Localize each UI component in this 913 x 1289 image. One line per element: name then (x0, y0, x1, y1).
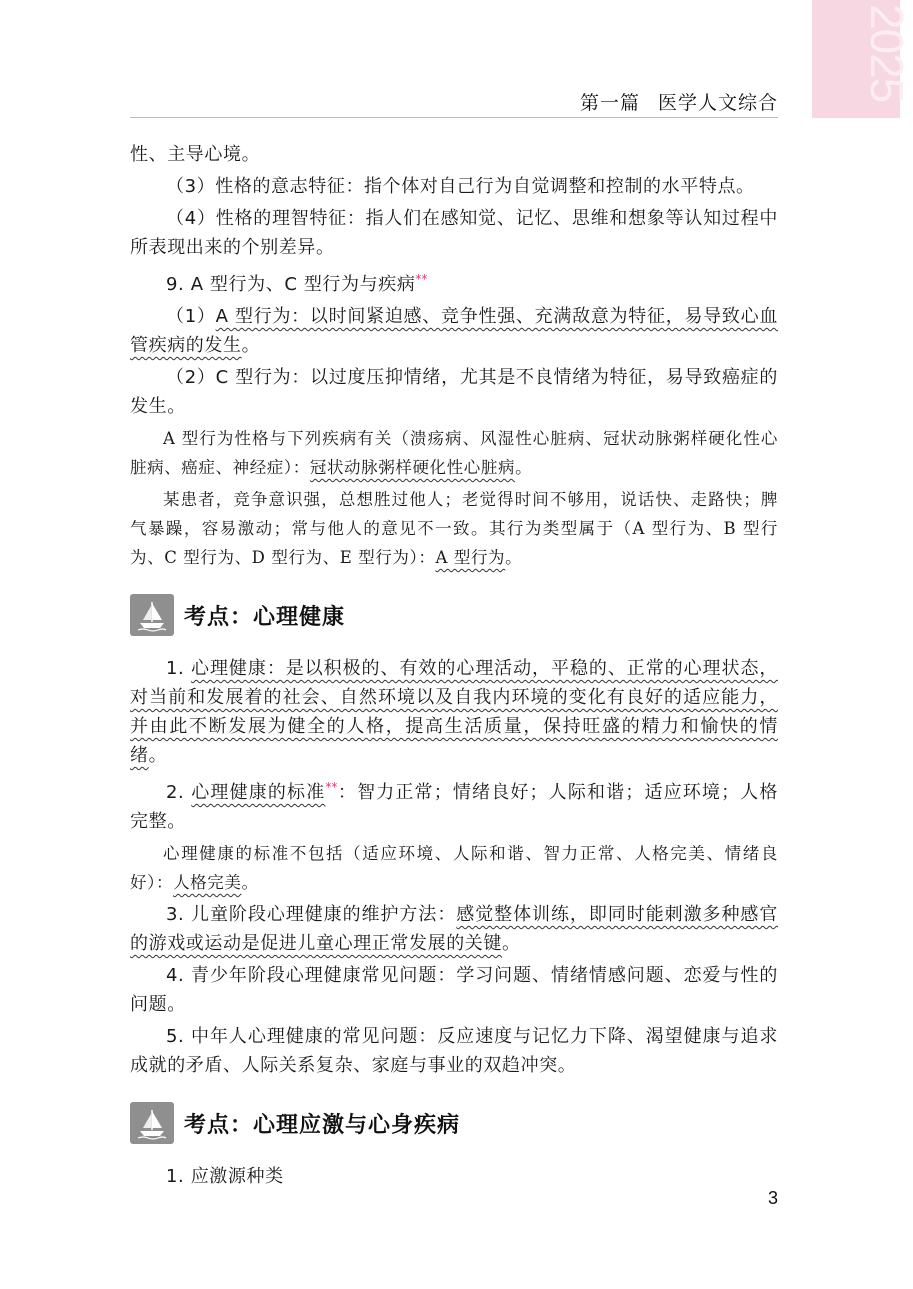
item-number: 1. (166, 658, 192, 679)
key-point-underlined: 感觉整体训练，即同时能刺激多种感官的游戏或运动是促进儿童心理正常发展的关键 (130, 904, 778, 954)
example-question (130, 485, 778, 572)
paragraph: （2）C 型行为：以过度压抑情绪，尤其是不良情绪为特征，易导致癌症的发生。 (130, 367, 778, 417)
punctuation: 。 (241, 335, 261, 356)
question-text: A 型行为性格与下列疾病有关（溃疡病、风湿性心脏病、冠状动脉粥样硬化性心脏病、癌症、神经症）： (130, 429, 778, 477)
page-number: 3 (767, 1188, 778, 1208)
edition-year: 2025 (861, 4, 913, 103)
key-point-underlined: 心理健康的标准 (191, 782, 326, 803)
sailboat-icon (130, 1102, 174, 1144)
paragraph: 性、主导心境。 (130, 144, 261, 165)
running-head (580, 88, 778, 115)
section-heading (130, 1102, 778, 1144)
importance-stars: ** (325, 780, 338, 794)
punctuation: 。 (148, 745, 168, 766)
paragraph (130, 900, 778, 958)
key-point-underlined: 心理健康：是以积极的、有效的心理活动，平稳的、正常的心理状态，对当前和发展着的社会、自然环境以及自我内环境的变化有良好的适应能力，并由此不断发展为健全的人格，提高生活质量，保持旺盛的精力和愉快的情绪 (130, 658, 778, 766)
punctuation: 。 (505, 548, 523, 567)
question-text: 心理健康的标准不包括（适应环境、人际和谐、智力正常、人格完美、情绪良好）： (130, 844, 778, 892)
punctuation: 。 (241, 873, 259, 892)
punctuation: 。 (515, 458, 533, 477)
part-label: 第一篇 (579, 92, 640, 114)
answer-underlined: A 型行为 (435, 548, 506, 567)
punctuation: 。 (502, 933, 521, 954)
paragraph: （4）性格的理智特征：指人们在感知觉、记忆、思维和想象等认知过程中所表现出来的个别差异。 (130, 208, 778, 258)
paragraph: 1. 应激源种类 (166, 1166, 284, 1187)
item-number: 2. (166, 782, 192, 803)
question-text: 某患者，竞争意识强，总想胜过他人；老觉得时间不够用，说话快、走路快；脾气暴躁，容易激动；常与他人的意见不一致。其行为类型属于（A 型行为、B 型行为、C 型行为、D 型行为、E 型行为）： (130, 490, 778, 567)
answer-underlined: 冠状动脉粥样硬化性心脏病 (309, 458, 516, 477)
sailboat-icon (130, 594, 174, 636)
section-heading (130, 594, 778, 636)
topic-text: 9. A 型行为、C 型行为与疾病 (166, 274, 416, 295)
importance-stars: ** (415, 272, 428, 286)
header-divider (130, 117, 778, 118)
item-prefix: （1） (166, 306, 216, 327)
section-title: 考点：心理健康 (184, 604, 346, 630)
paragraph: 5. 中年人心理健康的常见问题：反应速度与记忆力下降、渴望健康与追求成就的矛盾、人际关系复杂、家庭与事业的双趋冲突。 (130, 1026, 778, 1076)
page-body (130, 140, 778, 1194)
paragraph-lead: 3. 儿童阶段心理健康的维护方法： (166, 904, 457, 925)
paragraph (130, 302, 778, 360)
paragraph: 4. 青少年阶段心理健康常见问题：学习问题、情绪情感问题、恋爱与性的问题。 (130, 965, 778, 1015)
example-question (130, 424, 778, 482)
paragraph-rest: ：智力正常；情绪良好；人际和谐；适应环境；人格完整。 (130, 782, 778, 832)
topic-heading (130, 265, 778, 299)
example-question (130, 839, 778, 897)
paragraph (130, 654, 778, 770)
subject-label: 医学人文综合 (657, 92, 778, 114)
answer-underlined: 人格完美 (173, 873, 242, 892)
section-title: 考点：心理应激与心身疾病 (184, 1112, 461, 1138)
edge-tab (812, 0, 913, 118)
key-point-underlined: A 型行为：以时间紧迫感、竞争性强、充满敌意为特征，易导致心血管疾病的发生 (130, 306, 778, 356)
paragraph: （3）性格的意志特征：指个体对自己行为自觉调整和控制的水平特点。 (166, 176, 755, 197)
paragraph (130, 773, 778, 836)
